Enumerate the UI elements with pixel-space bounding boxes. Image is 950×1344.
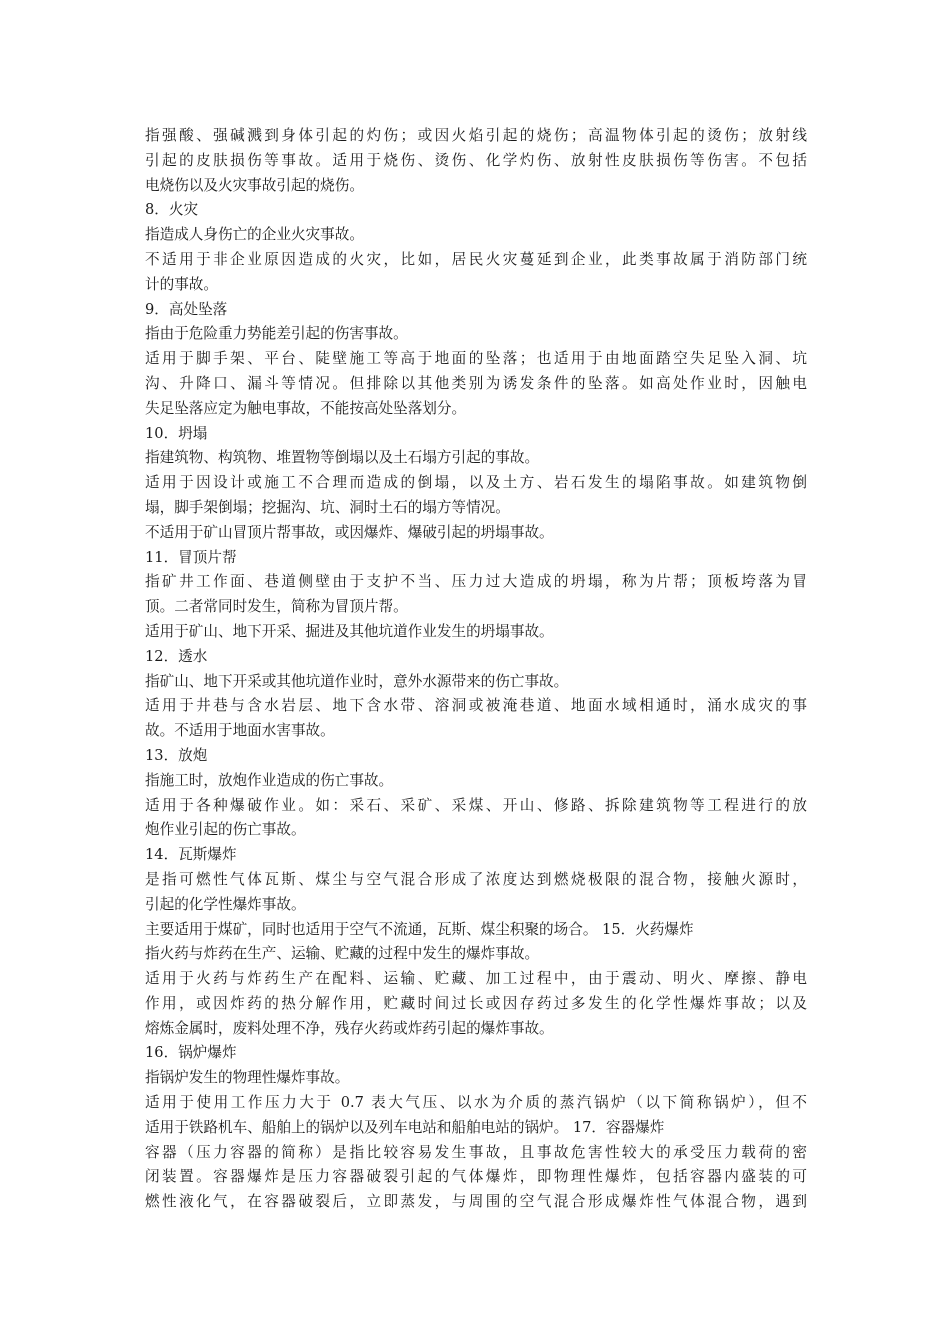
text-line: 容器（压力容器的简称）是指比较容易发生事故，且事故危害性较大的承受压力载荷的密 — [145, 1143, 807, 1161]
text-line: 熔炼金属时，废料处理不净，残存火药或炸药引起的爆炸事故。 — [145, 1019, 554, 1037]
text-line: 指造成人身伤亡的企业火灾事故。 — [145, 226, 364, 244]
text-line: 指矿井工作面、巷道侧壁由于支护不当、压力过大造成的坍塌，称为片帮；顶板垮落为冒 — [145, 573, 807, 591]
text-line: 电烧伤以及火灾事故引起的烧伤。 — [145, 176, 364, 194]
section-heading: 9．高处坠落 — [145, 300, 228, 318]
text-line: 故。不适用于地面水害事故。 — [145, 722, 335, 740]
section-heading: 12．透水 — [145, 647, 208, 665]
text-line: 失足坠落应定为触电事故，不能按高处坠落划分。 — [145, 399, 467, 417]
text-line: 引起的化学性爆炸事故。 — [145, 895, 306, 913]
section-heading: 11．冒顶片帮 — [145, 548, 237, 566]
text-line: 沟、升降口、漏斗等情况。但排除以其他类别为诱发条件的坠落。如高处作业时，因触电 — [145, 374, 807, 392]
text-line: 适用于火药与炸药生产在配料、运输、贮藏、加工过程中，由于震动、明火、摩擦、静电 — [145, 970, 807, 988]
text-line: 适用于各种爆破作业。如：采石、采矿、采煤、开山、修路、拆除建筑物等工程进行的放 — [145, 796, 807, 814]
text-line: 不适用于矿山冒顶片帮事故，或因爆炸、爆破引起的坍塌事故。 — [145, 523, 554, 541]
text-line: 指强酸、强碱溅到身体引起的灼伤；或因火焰引起的烧伤；高温物体引起的烫伤；放射线 — [145, 127, 807, 144]
text-line: 适用于铁路机车、船舶上的锅炉以及列车电站和船舶电站的锅炉。 17．容器爆炸 — [145, 1118, 665, 1136]
text-line: 闭装置。容器爆炸是压力容器破裂引起的气体爆炸，即物理性爆炸，包括容器内盛装的可 — [145, 1168, 807, 1186]
text-line: 顶。二者常同时发生，简称为冒顶片帮。 — [145, 598, 408, 616]
text-line: 指施工时，放炮作业造成的伤亡事故。 — [145, 771, 394, 789]
text-line: 是指可燃性气体瓦斯、煤尘与空气混合形成了浓度达到燃烧极限的混合物，接触火源时， — [145, 870, 807, 888]
text-line: 引起的皮肤损伤等事故。适用于烧伤、烫伤、化学灼伤、放射性皮肤损伤等伤害。不包括 — [145, 151, 807, 169]
text-line: 燃性液化气，在容器破裂后，立即蒸发，与周围的空气混合形成爆炸性气体混合物，遇到 — [145, 1193, 807, 1211]
text-line: 适用于矿山、地下开采、掘进及其他坑道作业发生的坍塌事故。 — [145, 622, 554, 640]
text-line: 不适用于非企业原因造成的火灾，比如，居民火灾蔓延到企业，此类事故属于消防部门统 — [145, 250, 807, 268]
text-line: 指锅炉发生的物理性爆炸事故。 — [145, 1069, 350, 1087]
section-heading: 8．火灾 — [145, 201, 199, 219]
text-line: 计的事故。 — [145, 275, 218, 293]
section-heading: 16．锅炉爆炸 — [145, 1044, 237, 1062]
text-line: 适用于因设计或施工不合理而造成的倒塌，以及土方、岩石发生的塌陷事故。如建筑物倒 — [145, 474, 807, 492]
section-heading: 14．瓦斯爆炸 — [145, 846, 237, 864]
text-line: 主要适用于煤矿，同时也适用于空气不流通，瓦斯、煤尘积聚的场合。 15．火药爆炸 — [145, 920, 694, 938]
text-line: 适用于使用工作压力大于 0.7 表大气压、以水为介质的蒸汽锅炉（以下简称锅炉），但不 — [145, 1094, 807, 1112]
section-heading: 13．放炮 — [145, 746, 208, 764]
text-line: 指矿山、地下开采或其他坑道作业时，意外水源带来的伤亡事故。 — [145, 672, 569, 690]
text-line: 适用于脚手架、平台、陡壁施工等高于地面的坠落；也适用于由地面踏空失足坠入洞、坑 — [145, 350, 807, 368]
text-line: 作用，或因炸药的热分解作用，贮藏时间过长或因存药过多发生的化学性爆炸事故；以及 — [145, 994, 807, 1012]
text-line: 指建筑物、构筑物、堆置物等倒塌以及土石塌方引起的事故。 — [145, 449, 540, 467]
text-line: 指火药与炸药在生产、运输、贮藏的过程中发生的爆炸事故。 — [145, 945, 540, 963]
text-line: 指由于危险重力势能差引起的伤害事故。 — [145, 325, 408, 343]
text-line: 塌，脚手架倒塌；挖掘沟、坑、洞时土石的塌方等情况。 — [145, 498, 510, 516]
text-line: 适用于井巷与含水岩层、地下含水带、溶洞或被淹巷道、地面水域相通时，涌水成灾的事 — [145, 697, 807, 715]
text-line: 炮作业引起的伤亡事故。 — [145, 821, 306, 839]
document-body — [145, 124, 807, 1215]
section-heading: 10．坍塌 — [145, 424, 208, 442]
